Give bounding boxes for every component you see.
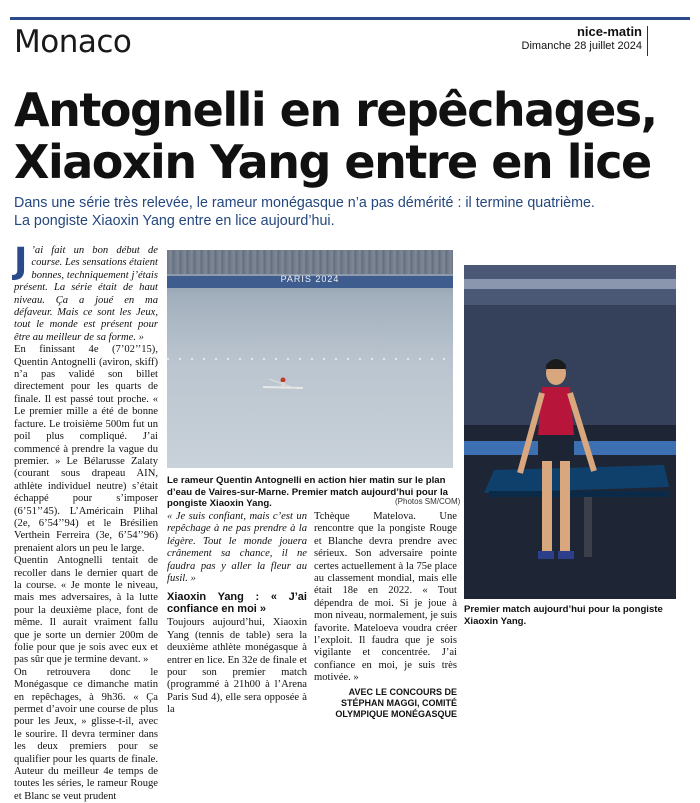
article-column-1 (14, 241, 158, 803)
newspaper-name: nice-matin (576, 24, 642, 39)
table-tennis-scene-icon (464, 265, 676, 599)
headline-line-1: Antognelli en repêchages, (14, 83, 657, 137)
rower-skiff-icon (263, 376, 303, 390)
rowing-photo (167, 250, 453, 468)
table-tennis-photo (464, 265, 676, 599)
article-paragraph: Toujours aujourd’hui, Xiaoxin Yang (tennis de table) sera la deuxième athlète monégasque à entrer en lice. En 32e de finale et pour son premier match (programmé à 21h00 à l’Arena Paris Sud 4), elle sera opposée à la (167, 617, 307, 716)
standfirst (14, 194, 684, 230)
headline-line-2: Xiaoxin Yang entre en lice (14, 135, 651, 189)
drop-cap: J (14, 241, 28, 282)
lane-buoys (167, 358, 453, 360)
photo-credit: (Photos SM/COM) (395, 497, 461, 506)
standfirst-line-2: La pongiste Xiaoxin Yang entre en lice aujourd’hui. (14, 213, 335, 229)
article-column-2 (167, 511, 307, 717)
article-column-3 (314, 511, 457, 720)
article-signoff: AVEC LE CONCOURS DE STÉPHAN MAGGI, COMITÉ OLYMPIQUE MONÉGASQUE (335, 686, 457, 719)
article-paragraph: Tchèque Matelova. Une rencontre que la pongiste Rouge et Blanche devra prendre avec sérieux. Son adversaire pointe certes actuellement à la 75e place au classement mondial, mais elle était 18e en 2022. « Tout dépendra de moi. Si je joue à mon niveau, normalement, je suis favorite. Mateloeva voudra créer l’exploit. Il faudra que je sois vigilante et concentrée. J’ai confiance en moi, je suis très motivée. » (314, 511, 457, 684)
spectator-stands (167, 250, 453, 274)
masthead-divider (647, 26, 648, 56)
masthead-rule (10, 17, 690, 20)
article-paragraph: ’ai fait un bon début de course. Les sensations étaient bonnes, techniquement j’étais présent. La série était de haut niveau. Ça a joué en ma défaveur. Mais ce sont les Jeux, tout le monde est présent pour être au meilleur de sa forme. » (14, 245, 158, 343)
article-subheading: Xiaoxin Yang : « J’ai confiance en moi » (167, 591, 307, 616)
article-paragraph: On retrouvera donc le Monégasque ce dimanche matin en repêchages, à 9h36. « Ça permet d’avoir une course de plus pour les Jeux, » glisse-t-il, avec le sourire. Il devra terminer dans les deux premiers pour se qualifier pour les quarts de finale. Auteur du meilleur 4e temps de toutes les séries, le rameur Rouge et Blanc se veut prudent (14, 666, 158, 802)
headline (14, 84, 674, 188)
photo-caption-rowing: Le rameur Quentin Antognelli en action hier matin sur le plan d’eau de Vaires-sur-Marne. Premier match aujourd’hui pour la pongiste Xiaoxin Yang. (167, 475, 448, 509)
banner-text: PARIS 2024 (280, 274, 340, 284)
article-paragraph: Quentin Antognelli tentait de recoller dans le dernier quart de la course. « Je monte le niveau, mais mes adversaires, à la lutte pour la deuxième place, font de même. Il aurait vraiment fallu que je sorte un dernier 200m de folie pour que je sois avec eux et pas sûr que je termine devant. » (14, 555, 158, 666)
article-paragraph: « Je suis confiant, mais c’est un repêchage à ne pas prendre à la légère. Tout le monde jouera crânement sa chance, il ne faudra pas y aller la fleur au fusil. » (167, 511, 307, 585)
article-paragraph: En finissant 4e (7’02’’15), Quentin Antognelli (aviron, skiff) n’a pas validé son billet directement pour les quarts de finale. Il est passé tout proche. « Le premier mille a été de bonne facture. Le troisième 500m fut un poil plus compliqué. J’ai commencé à prendre la vague du premier. » Le Bélarusse Zalaty (courant sous drapeau AIN, athlète individuel neutre) s’était échappé pour s’imposer (6’51’’45). L’Américain Plihal (2e, 6’54’’94) et le Brésilien Verthein Ferreira (3e, 6’54’’96) prenaient alors un peu le large. (14, 344, 158, 554)
standfirst-line-1: Dans une série très relevée, le rameur monégasque n’a pas démérité : il termine quatrième. (14, 195, 595, 211)
section-title: Monaco (14, 24, 132, 60)
issue-date: Dimanche 28 juillet 2024 (521, 40, 642, 52)
photo-caption-table-tennis: Premier match aujourd’hui pour la pongiste Xiaoxin Yang. (464, 604, 663, 627)
